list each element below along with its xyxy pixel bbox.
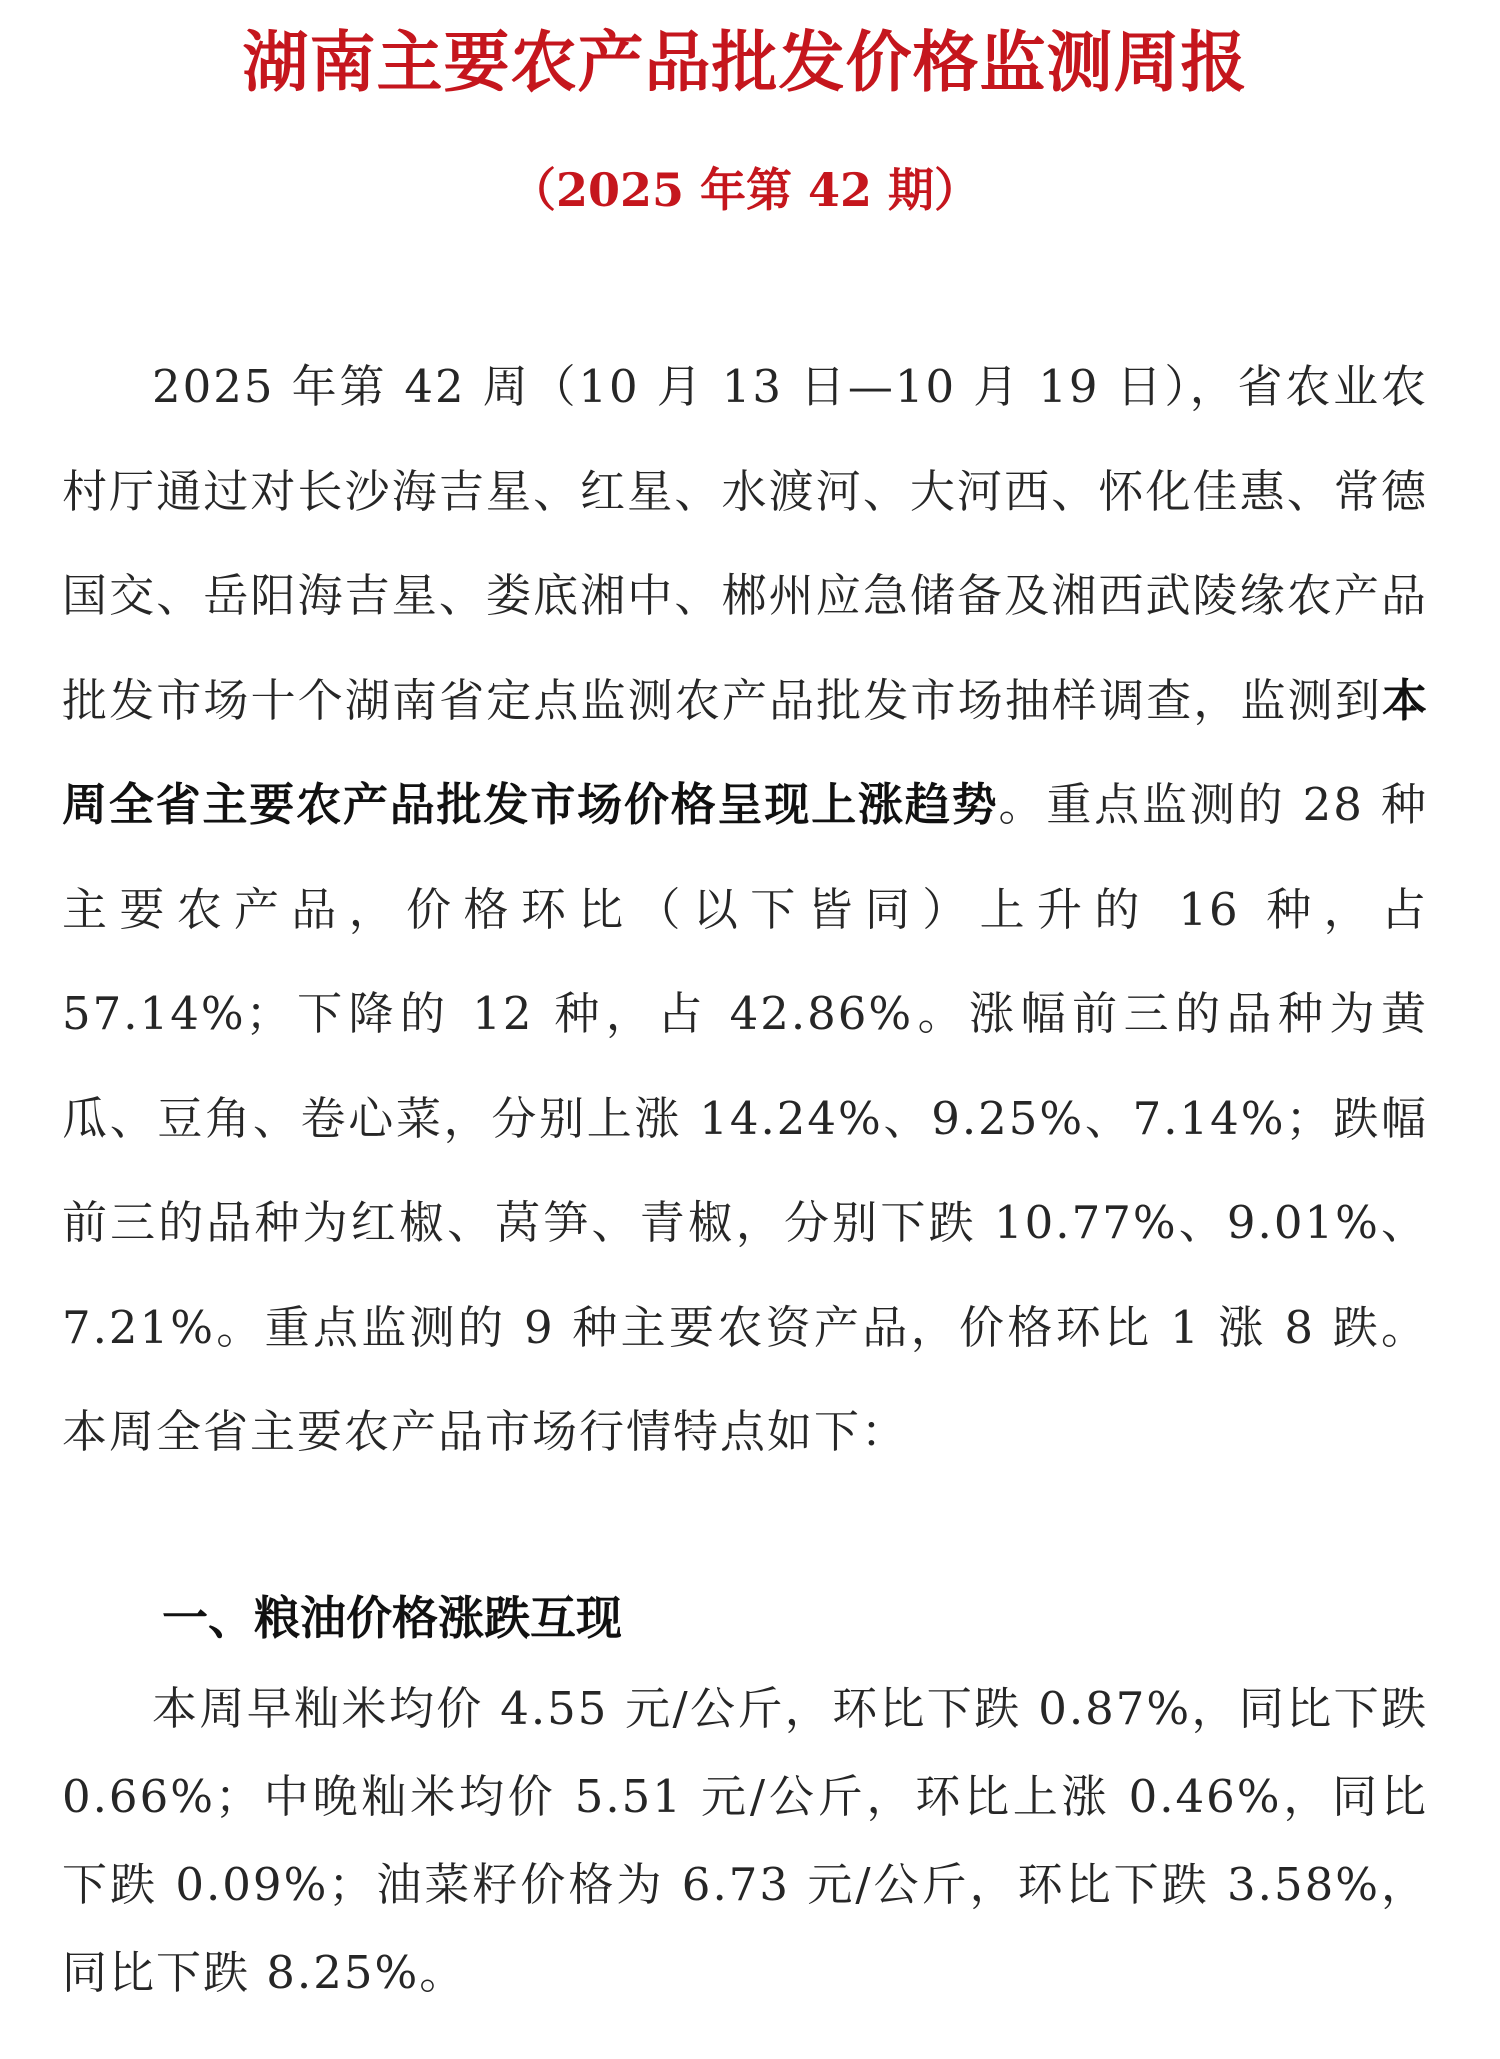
intro-text-part1: 2025 年第 42 周（10 月 13 日—10 月 19 日），省农业农村厅通过对长沙海吉星、红星、水渡河、大河西、怀化佳惠、常德国交、岳阳海吉星、娄底湘中、郴州应急储备及湘西武陵缘农产品批发市场十个湖南省定点监测农产品批发市场抽样调查，监测到 bbox=[62, 360, 1428, 727]
intro-text-part2: 。重点监测的 28 种主要农产品，价格环比（以下皆同）上升的 16 种，占 57.14%；下降的 12 种，占 42.86%。涨幅前三的品种为黄瓜、豆角、卷心菜，分别上涨 14.24%、9.25%、7.14%；跌幅前三的品种为红椒、莴笋、青椒，分别下跌 10.77%、9.01%、7.21%。重点监测的 9 种主要农资产品，价格环比 1 涨 8 跌。本周全省主要农产品市场行情特点如下： bbox=[62, 778, 1428, 1458]
report-issue: （2025 年第 42 期） bbox=[509, 163, 981, 217]
section-heading-grain-oil: 一、粮油价格涨跌互现 bbox=[162, 1590, 622, 1645]
section-paragraph-grain-oil: 本周早籼米均价 4.55 元/公斤，环比下跌 0.87%，同比下跌 0.66%；中晚籼米均价 5.51 元/公斤，环比上涨 0.46%，同比下跌 0.09%；油菜籽价格为 6.73 元/公斤，环比下跌 3.58%，同比下跌 8.25%。 bbox=[62, 1681, 1428, 1999]
report-title: 湖南主要农产品批发价格监测周报 bbox=[242, 23, 1248, 101]
intro-paragraph bbox=[62, 335, 1428, 1485]
intro-highlight: 本周全省主要农产品批发市场价格呈现上涨趋势 bbox=[62, 673, 1428, 831]
